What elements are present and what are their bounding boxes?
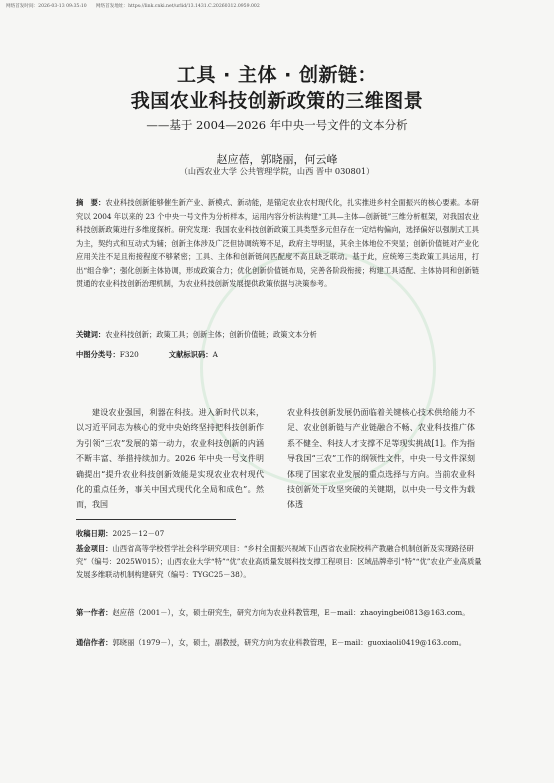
classification-line <box>76 350 218 360</box>
abstract <box>76 196 479 291</box>
corresponding-author-label: 通信作者： <box>76 638 113 647</box>
keywords-label: 关键词： <box>76 330 106 339</box>
fund-value: 山西省高等学校哲学社会科学研究项目：“乡村全面振兴视域下山西省农业院校科产教融合机制创新及实现路径研究”（编号：2025W015）；山西农业大学“特”“优”农业高质量发展科技支撑工程项目：区域品牌牵引“特”“优”农业产业高质量发展多维联动机制构建研究（编号：TYGC25－38）。 <box>76 544 482 579</box>
fund-label: 基金项目： <box>76 544 113 553</box>
affiliation: （山西农业大学 公共管理学院，山西 晋中 030801） <box>179 166 375 176</box>
first-author-value: 赵应蓓（2001－），女，硕士研究生，研究方向为农业科教管理，E－mail：zhaoyingbei0813@163.com。 <box>112 608 470 617</box>
abstract-label: 摘 要： <box>76 198 106 207</box>
footnote-received <box>76 527 486 540</box>
body-column-left: 建设农业强国，利器在科技。进入新时代以来，以习近平同志为核心的党中央始终坚持把科技创新作为引领“三农”发展的第一动力，农业科技创新的内涵不断丰富、举措持续加力。2026 年中央一号文件明确提出“提升农业科技创新效能是实现农业农村现代化的重点任务，事关中国式现代化全局和成色”。然而，我国 <box>76 408 264 510</box>
keywords <box>76 328 479 341</box>
abstract-text: 农业科技创新能够催生新产业、新模式、新动能，是锚定农业农村现代化，扎实推进乡村全面振兴的核心要素。本研究以 2004 年以来的 23 个中央一号文件为分析样本，运用内容分析法构建“工具—主体—创新链”三维分析框架，对我国农业科技创新政策进行多维度探析。研究发现：我国农业科技创新政策工具类型多元但存在一定结构偏向，选择偏好以强制式工具为主，契约式和互动式为辅；创新主体涉及广泛但协调统筹不足，政府主导明显，其余主体地位不突显；创新价值链对产业化应用关注不足且衔接程度不够紧密；工具、主体和创新链间匹配度不高且缺乏联动。基于此，应统筹三类政策工具运用，打出“组合拳”；强化创新主体协调，形成政策合力；优化创新价值链布局，完善各阶段衔接；构建工具适配、主体协同和创新链贯通的农业科技创新治理机制，为农业科技创新发展提供政策依据与决策参考。 <box>76 198 479 288</box>
footnote-divider <box>76 519 236 520</box>
clc-label: 中图分类号： <box>76 350 120 359</box>
clc-value: F320 <box>119 350 139 359</box>
footnote-corresponding-author <box>76 636 486 649</box>
first-author-label: 第一作者： <box>76 608 113 617</box>
corresponding-author-value: 郭晓丽（1979－），女，硕士，副教授，研究方向为农业科教管理，E－mail：guoxiaoli0419@163.com。 <box>112 638 467 647</box>
title-line-1: 工具 · 主体 · 创新链： <box>177 64 377 86</box>
body-column-right: 农业科技创新发展仍面临着关键核心技术供给能力不足、农业创新链与产业链融合不畅、农业科技推广体系不健全、科技人才支撑不足等现实挑战[1]。作为指导我国“三农”工作的纲领性文件，中央一号文件深刻体现了国家农业发展的重点选择与方向。当前农业科技创新处于攻坚突破的关键期，以中央一号文件为载体透 <box>287 408 475 510</box>
footnote-first-author <box>76 606 486 619</box>
received-label: 收稿日期： <box>76 529 113 538</box>
footnote-fund <box>76 542 486 581</box>
received-value: 2025－12－07 <box>112 529 165 538</box>
title-line-2: 我国农业科技创新政策的三维图景 <box>130 90 424 112</box>
doc-code-value: A <box>212 350 218 359</box>
doc-code-label: 文献标识码： <box>168 350 213 359</box>
keywords-text: 农业科技创新；政策工具；创新主体；创新价值链；政策文本分析 <box>105 330 317 339</box>
authors: 赵应蓓，郭晓丽，何云峰 <box>216 153 338 166</box>
subtitle: ——基于 2004—2026 年中央一号文件的文本分析 <box>146 118 408 132</box>
cnki-header: 网络首发时间：2026-03-13 09:35:10 网络首发地址：https://link.cnki.net/urlid/13.1431.C.20260312.0959.002 <box>6 4 260 9</box>
